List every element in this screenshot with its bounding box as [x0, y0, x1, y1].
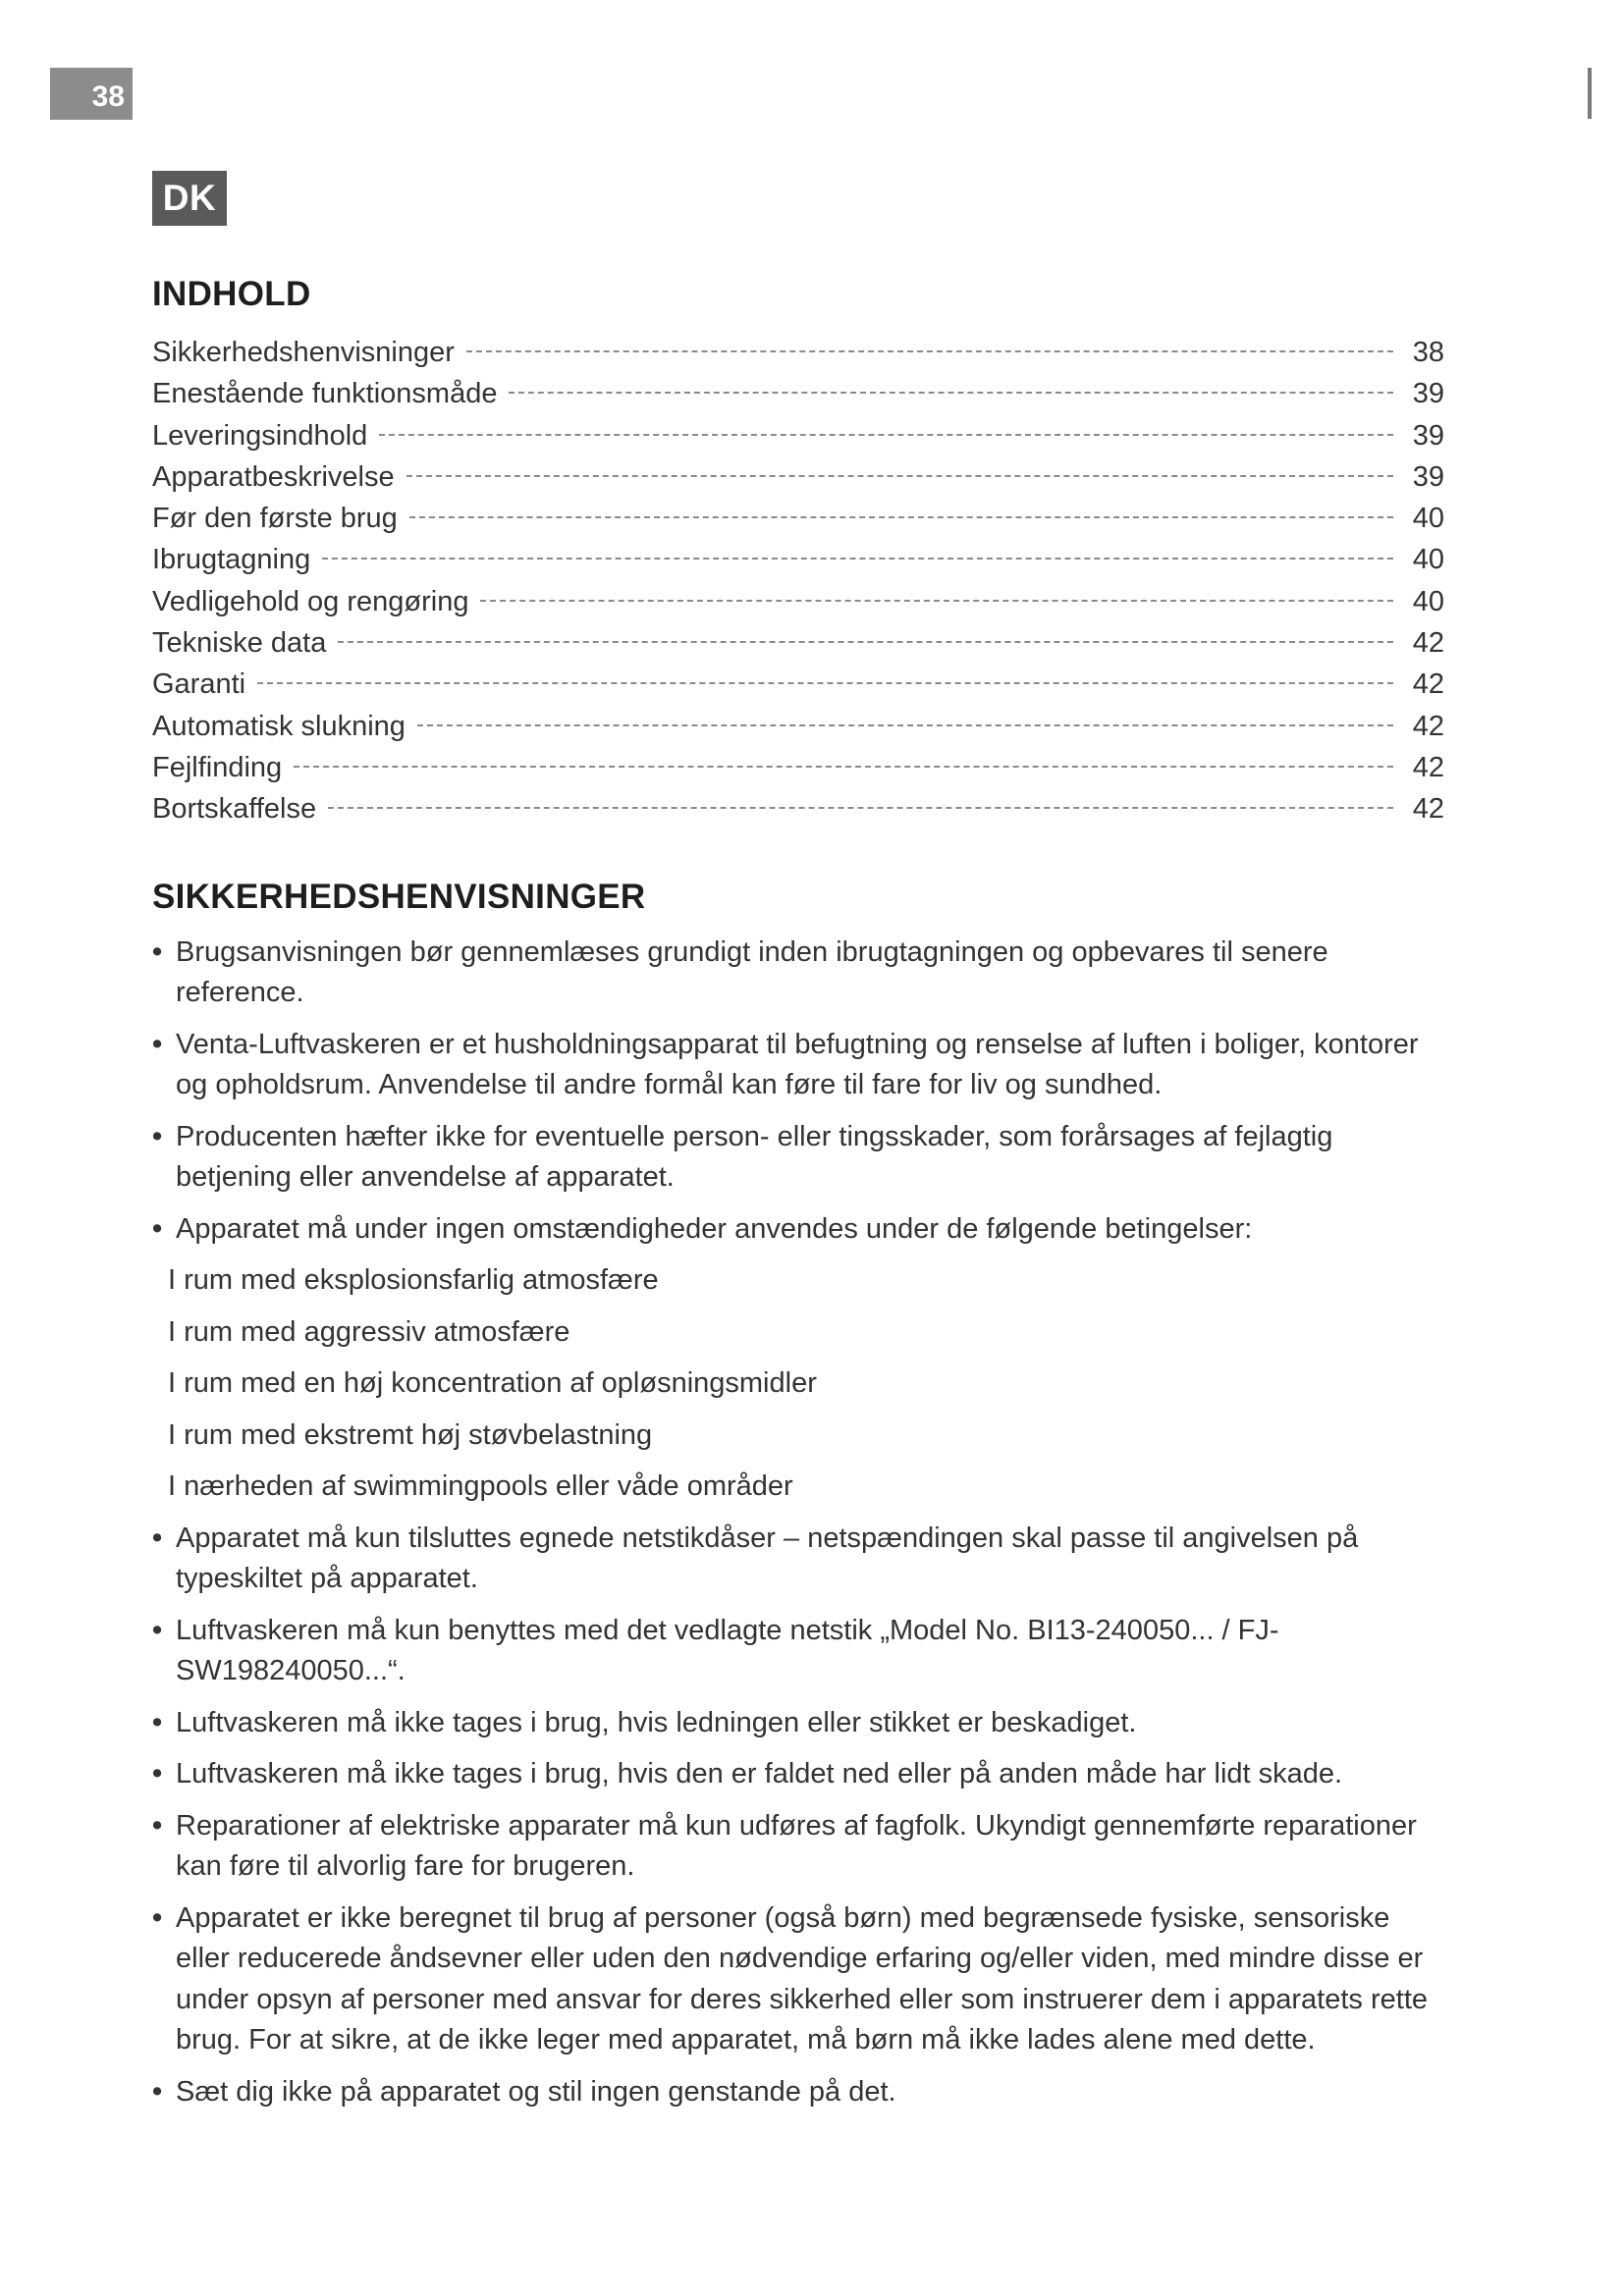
- toc-dot-leader: [328, 807, 1393, 809]
- toc-entry-page: 40: [1412, 544, 1444, 576]
- bullet-icon: •: [152, 1028, 163, 1060]
- toc-entry: [152, 664, 1444, 705]
- table-of-contents: [152, 332, 1444, 830]
- toc-entry-page: 40: [1412, 503, 1444, 535]
- toc-heading: INDHOLD: [152, 275, 311, 313]
- toc-entry: [152, 539, 1444, 580]
- bullet-icon: •: [152, 1809, 163, 1842]
- toc-entry-page: 39: [1412, 460, 1444, 493]
- toc-dot-leader: [480, 600, 1393, 602]
- toc-dot-leader: [409, 516, 1393, 518]
- safety-bullet-text: Apparatet er ikke beregnet til brug af personer (også børn) med begrænsede fysiske, sensoriske eller reducerede åndsevner eller uden den nødvendige erfaring og/eller viden, med mindre disse er under opsyn af personer med ansvar for deres sikkerhed eller som instruerer dem i apparatets rette brug. For at sikre, at de ikke leger med apparatet, må børn må ikke lades alene med dette.: [176, 1901, 1429, 2056]
- bullet-icon: •: [152, 2075, 163, 2108]
- toc-dot-leader: [338, 641, 1393, 643]
- condition-item: I rum med eksplosionsfarlig atmosfære: [168, 1264, 659, 1297]
- safety-bullet: [152, 1519, 1444, 1600]
- toc-entry: [152, 581, 1444, 622]
- bullet-icon: •: [152, 1614, 163, 1646]
- toc-dot-leader: [322, 558, 1393, 560]
- toc-dot-leader: [466, 350, 1393, 352]
- language-tag-label: DK: [162, 178, 217, 218]
- bullet-icon: •: [152, 1901, 163, 1934]
- toc-entry: [152, 415, 1444, 456]
- toc-dot-leader: [509, 392, 1393, 394]
- toc-entry-page: 42: [1412, 793, 1444, 826]
- toc-entry-title: Leveringsindhold: [152, 419, 368, 452]
- safety-bullet-text: Sæt dig ikke på apparatet og stil ingen genstande på det.: [176, 2075, 896, 2108]
- bullet-icon: •: [152, 1758, 163, 1790]
- page-number: 38: [91, 80, 125, 113]
- safety-bullet: [152, 1611, 1444, 1692]
- page-number-badge: [50, 68, 133, 120]
- toc-entry-title: Sikkerhedshenvisninger: [152, 337, 455, 368]
- toc-entry: [152, 373, 1444, 414]
- toc-entry-title: Vedligehold og rengøring: [152, 585, 469, 617]
- toc-entry: [152, 498, 1444, 539]
- safety-bullet: [152, 1898, 1444, 2061]
- toc-entry-title: Ibrugtagning: [152, 544, 311, 576]
- safety-bullet: [152, 1025, 1444, 1106]
- safety-bullet: [152, 2072, 1444, 2113]
- toc-entry-title: Bortskaffelse: [152, 793, 317, 826]
- toc-dot-leader: [294, 766, 1393, 768]
- condition-item: I rum med en høj koncentration af opløsningsmidler: [168, 1367, 817, 1400]
- toc-entry-title: Fejlfinding: [152, 751, 283, 783]
- toc-entry-page: 38: [1412, 337, 1444, 368]
- toc-dot-leader: [406, 475, 1393, 477]
- language-tag: [152, 171, 227, 226]
- safety-bullet-text: Luftvaskeren må ikke tages i brug, hvis ledningen eller stikket er beskadiget.: [176, 1706, 1137, 1738]
- toc-entry-page: 42: [1412, 668, 1444, 701]
- toc-entry-page: 40: [1412, 585, 1444, 617]
- safety-bullet: [152, 1117, 1444, 1199]
- toc-entry: [152, 622, 1444, 664]
- toc-entry-title: Automatisk slukning: [152, 710, 406, 742]
- safety-bullet: [152, 933, 1444, 1014]
- toc-entry-title: Garanti: [152, 668, 246, 701]
- toc-entry-title: Før den første brug: [152, 503, 398, 535]
- bullet-icon: •: [152, 1120, 163, 1152]
- toc-entry-page: 42: [1412, 751, 1444, 783]
- toc-entry: [152, 456, 1444, 498]
- safety-section: [152, 874, 1444, 2113]
- safety-bullet-list: [152, 933, 1444, 2113]
- toc-entry-title: Apparatbeskrivelse: [152, 460, 395, 493]
- safety-bullet-text: Producenten hæfter ikke for eventuelle person- eller tingsskader, som forårsages af fejlagtig betjening eller anvendelse af apparatet.: [176, 1120, 1333, 1194]
- toc-entry-page: 42: [1412, 710, 1444, 742]
- page-content: [152, 271, 1444, 2123]
- toc-entry-title: Enestående funktionsmåde: [152, 378, 498, 410]
- condition-item: I rum med aggressiv atmosfære: [168, 1315, 570, 1348]
- condition-item: I nærheden af swimmingpools eller våde områder: [168, 1470, 793, 1503]
- bullet-icon: •: [152, 1212, 163, 1245]
- prohibited-conditions-list: [168, 1260, 1444, 1508]
- safety-bullet-text: Venta-Luftvaskeren er et husholdningsapparat til befugtning og renselse af luften i boliger, kontorer og opholdsrum. Anvendelse til andre formål kan føre til fare for liv og sundhed.: [176, 1028, 1419, 1101]
- bullet-icon: •: [152, 1706, 163, 1738]
- safety-bullet: [152, 1703, 1444, 1744]
- toc-entry: [152, 332, 1444, 373]
- toc-entry: [152, 706, 1444, 747]
- bullet-icon: •: [152, 1522, 163, 1554]
- bullet-icon: •: [152, 935, 163, 968]
- toc-dot-leader: [379, 434, 1393, 436]
- safety-bullet-text: Reparationer af elektriske apparater må kun udføres af fagfolk. Ukyndigt gennemførte reparationer kan føre til alvorlig fare for brugeren.: [176, 1809, 1417, 1883]
- safety-bullet: [152, 1754, 1444, 1795]
- safety-bullet-text: Luftvaskeren må ikke tages i brug, hvis den er faldet ned eller på anden måde har lidt skade.: [176, 1758, 1343, 1790]
- toc-dot-leader: [257, 682, 1393, 684]
- toc-entry: [152, 788, 1444, 829]
- toc-entry-page: 39: [1412, 419, 1444, 452]
- safety-bullet: [152, 1209, 1444, 1251]
- toc-entry-title: Tekniske data: [152, 627, 327, 660]
- condition-item: I rum med ekstremt høj støvbelastning: [168, 1418, 653, 1451]
- toc-dot-leader: [417, 724, 1393, 726]
- safety-bullet-text: Brugsanvisningen bør gennemlæses grundigt inden ibrugtagningen og opbevares til senere reference.: [176, 935, 1328, 1009]
- safety-bullet-text: Luftvaskeren må kun benyttes med det vedlagte netstik „Model No. BI13-240050... / FJ-SW198240050...“.: [176, 1614, 1279, 1687]
- safety-bullet-text: Apparatet må kun tilsluttes egnede netstikdåser – netspændingen skal passe til angivelsen på typeskiltet på apparatet.: [176, 1522, 1359, 1595]
- page-edge-marker: [1588, 68, 1592, 119]
- safety-bullet-text: Apparatet må under ingen omstændigheder anvendes under de følgende betingelser:: [176, 1212, 1253, 1245]
- toc-entry-page: 39: [1412, 378, 1444, 410]
- safety-heading: SIKKERHEDSHENVISNINGER: [152, 877, 646, 916]
- toc-entry: [152, 747, 1444, 788]
- toc-entry-page: 42: [1412, 627, 1444, 660]
- safety-bullet: [152, 1806, 1444, 1888]
